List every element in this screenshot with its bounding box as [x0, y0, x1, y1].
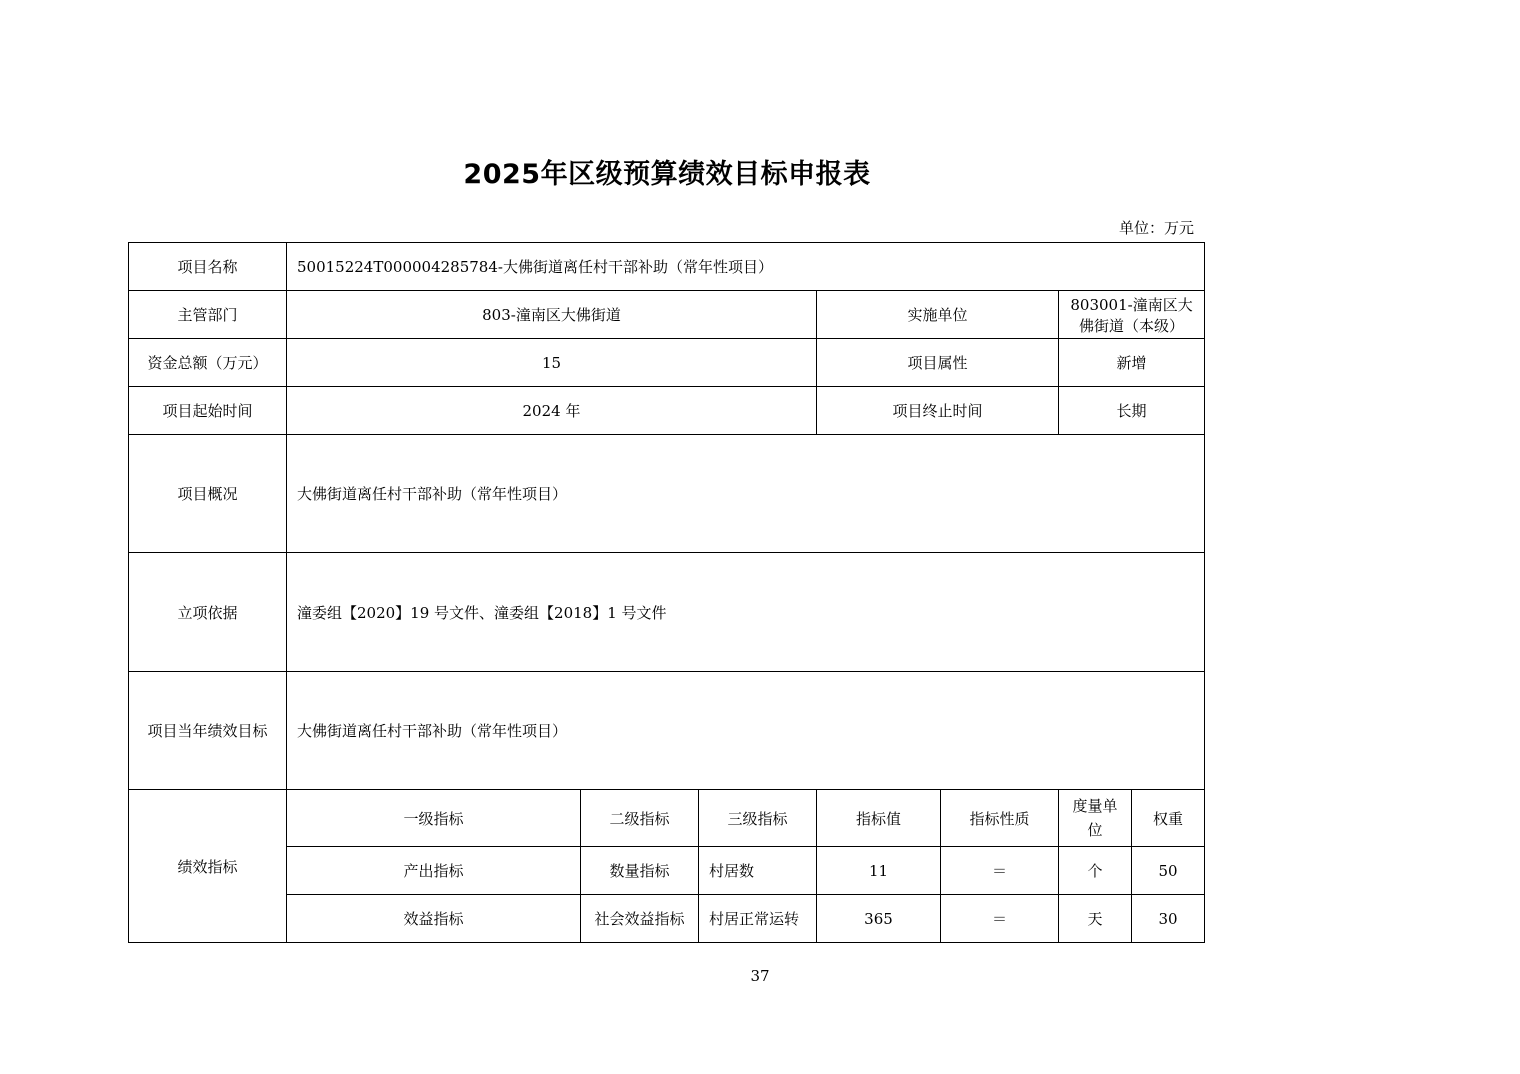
indicator-cell: 社会效益指标 — [581, 895, 699, 943]
goal-label: 项目当年绩效目标 — [129, 672, 287, 790]
row-project-name — [129, 243, 1205, 291]
end-time-value: 长期 — [1059, 387, 1205, 435]
budget-report-table — [128, 242, 1205, 943]
impl-unit-label: 实施单位 — [817, 291, 1059, 339]
overview-value: 大佛街道离任村干部补助（常年性项目） — [287, 435, 1205, 553]
indicator-header-cell: 一级指标 — [287, 790, 581, 847]
overview-label: 项目概况 — [129, 435, 287, 553]
project-name-value: 50015224T000004285784-大佛街道离任村干部补助（常年性项目） — [287, 243, 1205, 291]
indicator-cell: 产出指标 — [287, 847, 581, 895]
indicator-cell: 30 — [1132, 895, 1205, 943]
start-time-value: 2024 年 — [287, 387, 817, 435]
indicator-cell: ＝ — [941, 847, 1059, 895]
indicator-header-cell: 二级指标 — [581, 790, 699, 847]
indicator-header-cell: 指标值 — [817, 790, 941, 847]
goal-value: 大佛街道离任村干部补助（常年性项目） — [287, 672, 1205, 790]
indicators-label: 绩效指标 — [129, 790, 287, 943]
row-department — [129, 291, 1205, 339]
basis-label: 立项依据 — [129, 553, 287, 672]
indicator-cell: 效益指标 — [287, 895, 581, 943]
end-time-label: 项目终止时间 — [817, 387, 1059, 435]
indicator-header-cell: 三级指标 — [699, 790, 817, 847]
project-attr-value: 新增 — [1059, 339, 1205, 387]
indicator-cell: 村居数 — [699, 847, 817, 895]
indicator-cell: 50 — [1132, 847, 1205, 895]
indicator-cell: ＝ — [941, 895, 1059, 943]
page-title: 2025年区级预算绩效目标申报表 — [463, 159, 871, 190]
table-row — [129, 847, 1205, 895]
indicator-cell: 365 — [817, 895, 941, 943]
project-name-label: 项目名称 — [129, 243, 287, 291]
indicator-cell: 数量指标 — [581, 847, 699, 895]
basis-value: 潼委组【2020】19 号文件、潼委组【2018】1 号文件 — [287, 553, 1205, 672]
table-row — [129, 895, 1205, 943]
dept-value: 803-潼南区大佛街道 — [287, 291, 817, 339]
row-period — [129, 387, 1205, 435]
row-basis — [129, 553, 1205, 672]
page-number: 37 — [750, 967, 770, 985]
indicator-header-cell: 度量单位 — [1059, 790, 1132, 847]
funds-label: 资金总额（万元） — [129, 339, 287, 387]
indicator-header-row — [129, 790, 1205, 847]
indicator-header-cell: 指标性质 — [941, 790, 1059, 847]
funds-value: 15 — [287, 339, 817, 387]
indicator-cell: 村居正常运转 — [699, 895, 817, 943]
row-goal — [129, 672, 1205, 790]
indicator-cell: 11 — [817, 847, 941, 895]
dept-label: 主管部门 — [129, 291, 287, 339]
indicator-header-cell: 权重 — [1132, 790, 1205, 847]
unit-note: 单位：万元 — [1118, 219, 1194, 237]
project-attr-label: 项目属性 — [817, 339, 1059, 387]
start-time-label: 项目起始时间 — [129, 387, 287, 435]
row-overview — [129, 435, 1205, 553]
row-funds — [129, 339, 1205, 387]
impl-unit-value: 803001-潼南区大佛街道（本级） — [1059, 291, 1205, 339]
indicator-cell: 个 — [1059, 847, 1132, 895]
indicator-cell: 天 — [1059, 895, 1132, 943]
